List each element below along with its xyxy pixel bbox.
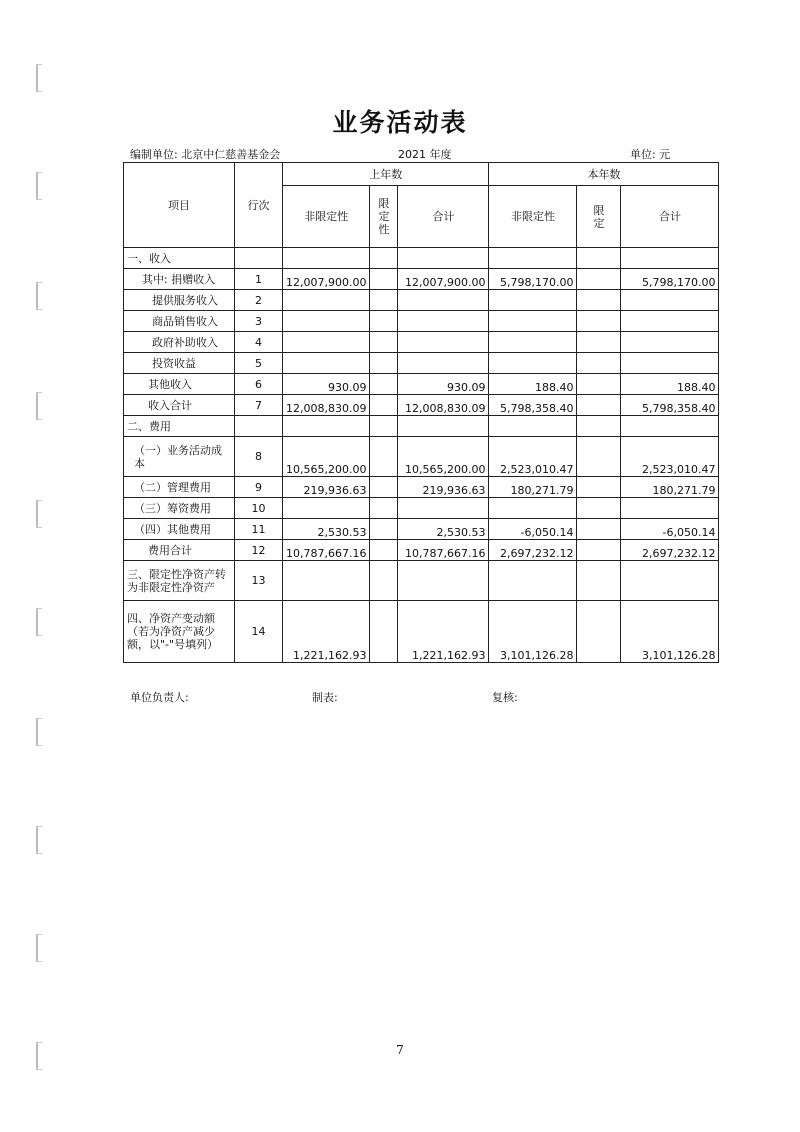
curr-total-cell — [621, 290, 719, 311]
table-row — [124, 477, 719, 498]
table-row — [124, 311, 719, 332]
prev-unrestricted-cell — [283, 498, 370, 519]
curr-unrestricted-cell — [489, 498, 577, 519]
table-row — [124, 519, 719, 540]
curr-unrestricted-cell — [489, 561, 577, 601]
item-name-cell: （一）业务活动成本 — [124, 437, 235, 477]
prev-unrestricted-cell: 1,221,162.93 — [283, 601, 370, 663]
prev-unrestricted-cell — [283, 248, 370, 269]
curr-restricted-cell — [577, 601, 621, 663]
line-number-cell: 6 — [235, 374, 283, 395]
header-prev-restricted: 限 定 性 — [370, 186, 398, 248]
header-prev-unrestricted: 非限定性 — [283, 186, 370, 248]
curr-unrestricted-cell — [489, 290, 577, 311]
curr-total-cell — [621, 332, 719, 353]
binder-mark — [36, 282, 42, 310]
curr-total-cell: -6,050.14 — [621, 519, 719, 540]
curr-restricted-cell — [577, 395, 621, 416]
binder-mark — [36, 826, 42, 854]
item-name-cell: 收入合计 — [124, 395, 235, 416]
prev-restricted-cell — [370, 269, 398, 290]
curr-restricted-cell — [577, 498, 621, 519]
curr-restricted-cell — [577, 311, 621, 332]
table-body — [124, 248, 719, 663]
table-row — [124, 601, 719, 663]
curr-unrestricted-cell — [489, 353, 577, 374]
item-name-cell: （二）管理费用 — [124, 477, 235, 498]
table-row — [124, 374, 719, 395]
prev-total-cell — [398, 332, 489, 353]
line-number-cell: 1 — [235, 269, 283, 290]
item-name-cell: 其他收入 — [124, 374, 235, 395]
prev-unrestricted-cell — [283, 332, 370, 353]
organization-label: 编制单位: 北京中仁慈善基金会 — [130, 148, 281, 161]
header-prev-total: 合计 — [398, 186, 489, 248]
item-name-cell: 费用合计 — [124, 540, 235, 561]
header-prev-year: 上年数 — [283, 163, 489, 186]
prev-unrestricted-cell: 12,007,900.00 — [283, 269, 370, 290]
table-row — [124, 248, 719, 269]
prev-unrestricted-cell: 2,530.53 — [283, 519, 370, 540]
curr-total-cell — [621, 416, 719, 437]
curr-restricted-cell — [577, 416, 621, 437]
curr-total-cell — [621, 561, 719, 601]
header-curr-unrestricted: 非限定性 — [489, 186, 577, 248]
table-row — [124, 290, 719, 311]
curr-total-cell — [621, 248, 719, 269]
table-row — [124, 395, 719, 416]
prev-restricted-cell — [370, 248, 398, 269]
binder-mark — [36, 608, 42, 636]
table-header — [124, 163, 719, 248]
prev-unrestricted-cell — [283, 290, 370, 311]
curr-total-cell — [621, 498, 719, 519]
item-name-cell: 一、收入 — [124, 248, 235, 269]
curr-total-cell: 5,798,170.00 — [621, 269, 719, 290]
prev-restricted-cell — [370, 498, 398, 519]
prev-restricted-cell — [370, 437, 398, 477]
line-number-cell — [235, 248, 283, 269]
prev-restricted-cell — [370, 561, 398, 601]
line-number-cell: 11 — [235, 519, 283, 540]
prev-unrestricted-cell: 12,008,830.09 — [283, 395, 370, 416]
prev-unrestricted-cell: 10,565,200.00 — [283, 437, 370, 477]
curr-unrestricted-cell — [489, 311, 577, 332]
currency-unit-label: 单位: 元 — [630, 148, 671, 161]
prev-unrestricted-cell: 219,936.63 — [283, 477, 370, 498]
curr-unrestricted-cell: 5,798,358.40 — [489, 395, 577, 416]
prev-restricted-cell — [370, 416, 398, 437]
curr-restricted-cell — [577, 561, 621, 601]
curr-restricted-cell — [577, 290, 621, 311]
prev-unrestricted-cell: 10,787,667.16 — [283, 540, 370, 561]
page-title: 业务活动表 — [332, 108, 468, 137]
prev-total-cell — [398, 416, 489, 437]
line-number-cell: 14 — [235, 601, 283, 663]
prev-unrestricted-cell — [283, 561, 370, 601]
curr-restricted-cell — [577, 332, 621, 353]
curr-restricted-cell — [577, 374, 621, 395]
curr-unrestricted-cell: 188.40 — [489, 374, 577, 395]
item-name-cell: 四、净资产变动额（若为净资产减少额，以"-"号填列） — [124, 601, 235, 663]
footer-reviewer: 复核: — [492, 691, 518, 704]
prev-unrestricted-cell — [283, 311, 370, 332]
curr-total-cell: 188.40 — [621, 374, 719, 395]
curr-unrestricted-cell: 2,697,232.12 — [489, 540, 577, 561]
header-curr-total: 合计 — [621, 186, 719, 248]
table-row — [124, 498, 719, 519]
prev-total-cell: 10,787,667.16 — [398, 540, 489, 561]
curr-total-cell: 2,697,232.12 — [621, 540, 719, 561]
prev-restricted-cell — [370, 395, 398, 416]
item-name-cell: （三）筹资费用 — [124, 498, 235, 519]
curr-total-cell: 180,271.79 — [621, 477, 719, 498]
line-number-cell: 10 — [235, 498, 283, 519]
table-row — [124, 332, 719, 353]
curr-unrestricted-cell — [489, 248, 577, 269]
prev-unrestricted-cell — [283, 353, 370, 374]
curr-total-cell: 5,798,358.40 — [621, 395, 719, 416]
prev-total-cell — [398, 248, 489, 269]
line-number-cell: 3 — [235, 311, 283, 332]
item-name-cell: 三、限定性净资产转为非限定性净资产 — [124, 561, 235, 601]
line-number-cell — [235, 416, 283, 437]
prev-total-cell: 10,565,200.00 — [398, 437, 489, 477]
binder-mark — [36, 718, 42, 746]
prev-restricted-cell — [370, 540, 398, 561]
binder-mark — [36, 172, 42, 200]
item-name-cell: 商品销售收入 — [124, 311, 235, 332]
prev-restricted-cell — [370, 311, 398, 332]
line-number-cell: 8 — [235, 437, 283, 477]
curr-total-cell — [621, 311, 719, 332]
curr-unrestricted-cell: -6,050.14 — [489, 519, 577, 540]
prev-total-cell — [398, 561, 489, 601]
table-row — [124, 416, 719, 437]
curr-restricted-cell — [577, 540, 621, 561]
prev-total-cell — [398, 311, 489, 332]
item-name-cell: 二、费用 — [124, 416, 235, 437]
header-line-number: 行次 — [235, 163, 283, 248]
curr-restricted-cell — [577, 248, 621, 269]
prev-restricted-cell — [370, 374, 398, 395]
prev-restricted-cell — [370, 353, 398, 374]
table-row — [124, 561, 719, 601]
prev-total-cell: 930.09 — [398, 374, 489, 395]
table-row — [124, 353, 719, 374]
curr-total-cell: 2,523,010.47 — [621, 437, 719, 477]
business-activity-table — [123, 162, 719, 663]
line-number-cell: 13 — [235, 561, 283, 601]
table-row — [124, 437, 719, 477]
line-number-cell: 4 — [235, 332, 283, 353]
item-name-cell: 提供服务收入 — [124, 290, 235, 311]
prev-restricted-cell — [370, 290, 398, 311]
table-row — [124, 269, 719, 290]
curr-total-cell — [621, 353, 719, 374]
prev-restricted-cell — [370, 332, 398, 353]
footer-preparer: 制表: — [312, 691, 338, 704]
footer-responsible-person: 单位负责人: — [130, 691, 189, 704]
curr-restricted-cell — [577, 477, 621, 498]
header-curr-year: 本年数 — [489, 163, 719, 186]
curr-unrestricted-cell: 2,523,010.47 — [489, 437, 577, 477]
prev-total-cell: 2,530.53 — [398, 519, 489, 540]
curr-unrestricted-cell: 5,798,170.00 — [489, 269, 577, 290]
prev-unrestricted-cell — [283, 416, 370, 437]
line-number-cell: 2 — [235, 290, 283, 311]
curr-restricted-cell — [577, 437, 621, 477]
item-name-cell: （四）其他费用 — [124, 519, 235, 540]
item-name-cell: 政府补助收入 — [124, 332, 235, 353]
curr-restricted-cell — [577, 269, 621, 290]
prev-total-cell — [398, 498, 489, 519]
prev-total-cell: 12,007,900.00 — [398, 269, 489, 290]
line-number-cell: 7 — [235, 395, 283, 416]
binder-mark — [36, 64, 42, 92]
curr-unrestricted-cell — [489, 416, 577, 437]
line-number-cell: 9 — [235, 477, 283, 498]
item-name-cell: 其中: 捐赠收入 — [124, 269, 235, 290]
prev-restricted-cell — [370, 477, 398, 498]
prev-unrestricted-cell: 930.09 — [283, 374, 370, 395]
curr-total-cell: 3,101,126.28 — [621, 601, 719, 663]
binder-mark — [36, 392, 42, 420]
curr-unrestricted-cell: 3,101,126.28 — [489, 601, 577, 663]
header-curr-restricted: 限 定 — [577, 186, 621, 248]
prev-total-cell: 1,221,162.93 — [398, 601, 489, 663]
prev-total-cell — [398, 290, 489, 311]
prev-total-cell: 12,008,830.09 — [398, 395, 489, 416]
prev-total-cell — [398, 353, 489, 374]
curr-restricted-cell — [577, 353, 621, 374]
item-name-cell: 投资收益 — [124, 353, 235, 374]
prev-restricted-cell — [370, 519, 398, 540]
binder-mark — [36, 934, 42, 962]
line-number-cell: 5 — [235, 353, 283, 374]
header-item: 项目 — [124, 163, 235, 248]
prev-total-cell: 219,936.63 — [398, 477, 489, 498]
curr-restricted-cell — [577, 519, 621, 540]
curr-unrestricted-cell: 180,271.79 — [489, 477, 577, 498]
curr-unrestricted-cell — [489, 332, 577, 353]
line-number-cell: 12 — [235, 540, 283, 561]
table-row — [124, 540, 719, 561]
binder-mark — [36, 500, 42, 528]
page-number: 7 — [396, 1043, 404, 1057]
fiscal-year-label: 2021 年度 — [398, 148, 452, 161]
prev-restricted-cell — [370, 601, 398, 663]
